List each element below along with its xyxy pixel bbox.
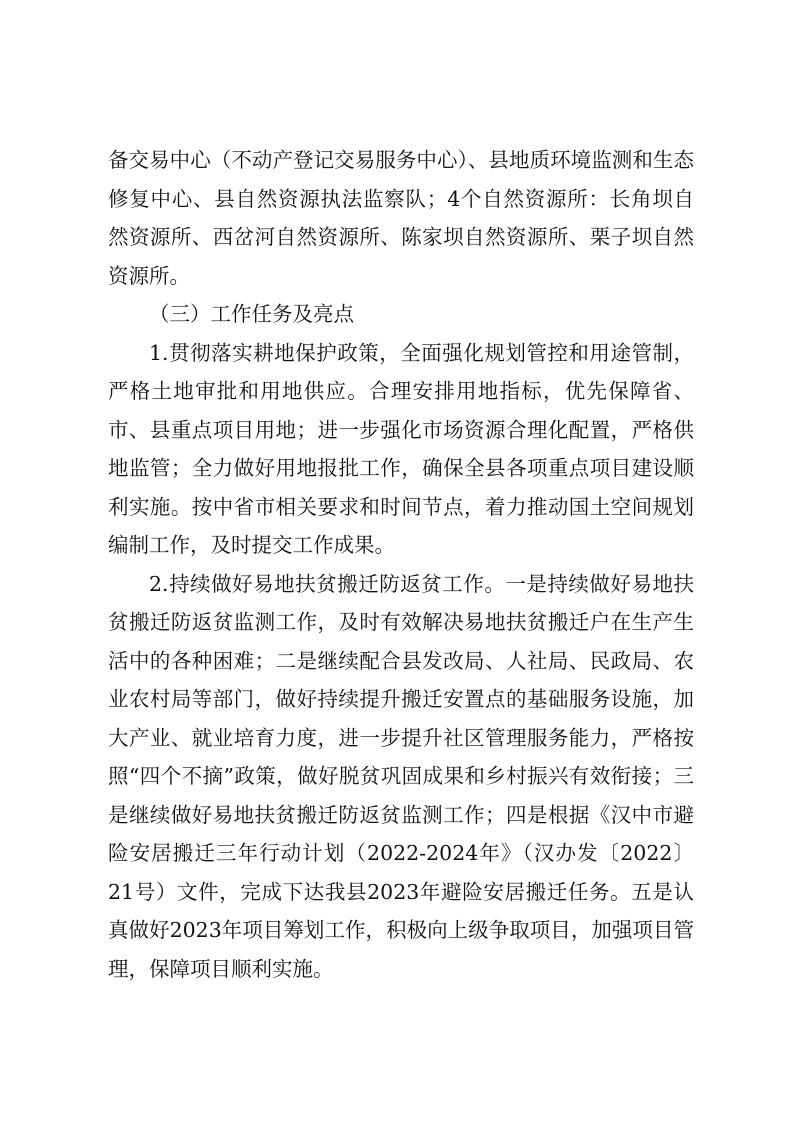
section-heading-work-tasks: （三）工作任务及亮点	[149, 302, 354, 326]
paragraph-agency-list: 备交易中心（不动产登记交易服务中心）、县地质环境监测和生态修复中心、县自然资源执法监察队；4个自然资源所：长角坝自然资源所、西岔河自然资源所、陈家坝自然资源所、栗子坝自然资源所。	[108, 148, 694, 288]
document-body	[108, 141, 694, 988]
paragraph-land-protection: 1.贯彻落实耕地保护政策，全面强化规划管控和用途管制，严格土地审批和用地供应。合理安排用地指标，优先保障省、市、县重点项目用地；进一步强化市场资源合理化配置，严格供地监管；全力做好用地报批工作，确保全县各项重点项目建设顺利实施。按中省市相关要求和时间节点，着力推动国土空间规划编制工作，及时提交工作成果。	[108, 340, 694, 557]
paragraph-poverty-relocation: 2.持续做好易地扶贫搬迁防返贫工作。一是持续做好易地扶贫搬迁防返贫监测工作，及时有效解决易地扶贫搬迁户在生产生活中的各种困难；二是继续配合县发改局、人社局、民政局、农业农村局等部门，做好持续提升搬迁安置点的基础服务设施，加大产业、就业培育力度，进一步提升社区管理服务能力，严格按照“四个不摘”政策，做好脱贫巩固成果和乡村振兴有效衔接；三是继续做好易地扶贫搬迁防返贫监测工作；四是根据《汉中市避险安居搬迁三年行动计划（2022-2024年》（汉办发〔2022〕21号）文件，完成下达我县2023年避险安居搬迁任务。五是认真做好2023年项目筹划工作，积极向上级争取项目，加强项目管理，保障项目顺利实施。	[108, 571, 694, 981]
